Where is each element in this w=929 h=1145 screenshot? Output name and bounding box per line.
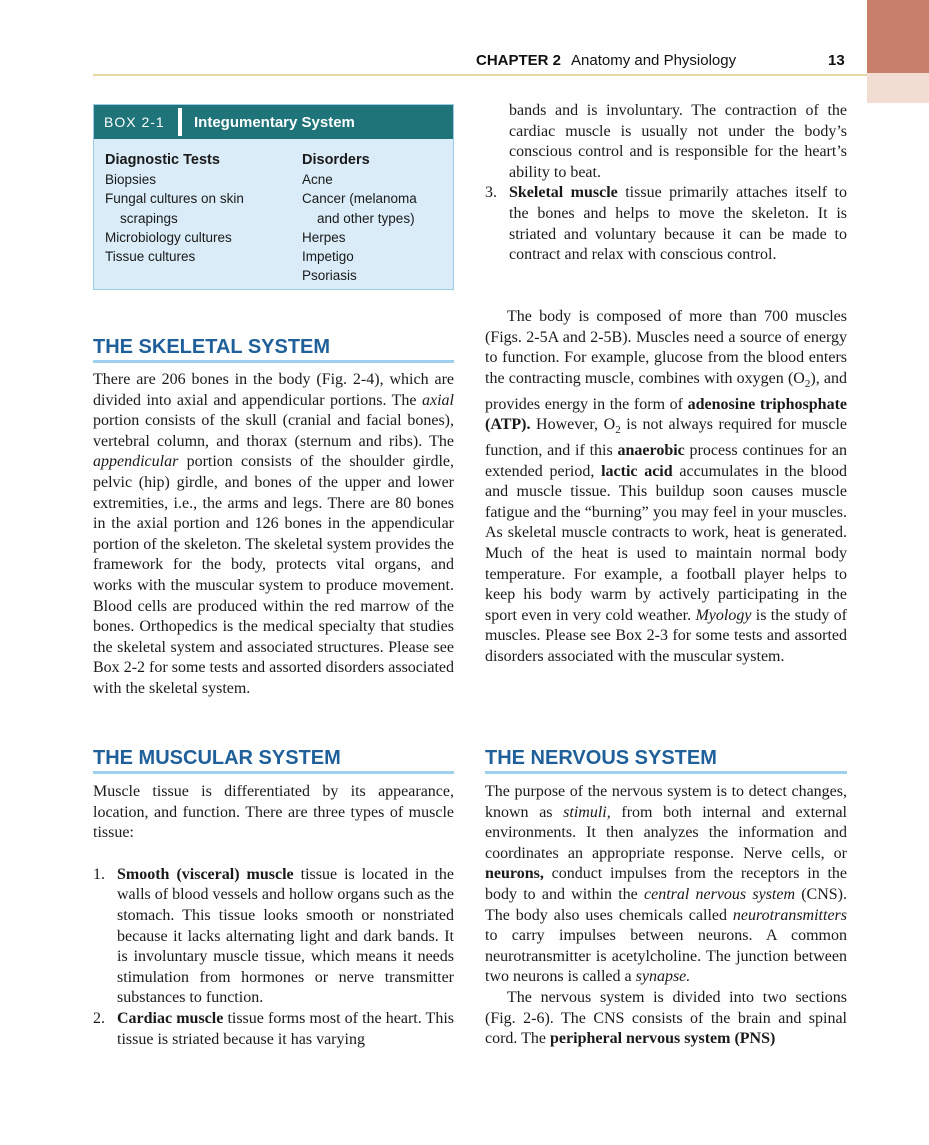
- text-run: ), and provides energy in the form of: [485, 369, 847, 413]
- text-run: process continues for an extended period,: [485, 441, 848, 480]
- box-title: Integumentary System: [194, 114, 355, 131]
- text-run: is the study of muscles. Please see Box 2-3 for some tests and assorted disorders associated with the muscular system.: [485, 606, 848, 665]
- text-run: portion consists of the skull (cranial and facial bones), vertebral column, and thorax (sternum and ribs). The: [93, 412, 454, 450]
- page-number: 13: [828, 52, 845, 69]
- muscular-left-text: [93, 782, 454, 1050]
- section-heading-nervous: THE NERVOUS SYSTEM: [485, 747, 717, 769]
- text-run: The nervous system is divided into two sections (Fig. 2-6). The CNS consists of the brain and spinal cord. The: [485, 988, 847, 1048]
- text-run: is not always required for muscle function, and if this: [485, 416, 847, 459]
- box-separator: [178, 108, 182, 136]
- list-item-skeletal: [485, 183, 847, 265]
- text-run: from both internal and external environments. It then analyzes the information and coordinates an appropriate response. Nerve cells, or: [485, 803, 847, 862]
- box-list-item: Microbiology cultures: [105, 229, 232, 245]
- section-rule: [485, 771, 847, 774]
- term-axial: axial: [422, 391, 454, 409]
- text-run: The purpose of the nervous system is to detect changes, known as: [485, 783, 847, 821]
- list-number: 1.: [93, 865, 105, 883]
- term-cardiac-muscle: Cardiac muscle: [117, 1009, 224, 1027]
- muscular-right-list: [485, 101, 847, 266]
- text-run: conduct impulses from the receptors in the body to and within the: [485, 865, 847, 903]
- text-run: However, O: [530, 416, 616, 434]
- term-myology: Myology: [695, 606, 752, 624]
- text-run: to carry impulses between neurons. A common neurotransmitter is acetylcholine. The junction between two neurons is called a: [485, 927, 847, 986]
- box-list-item: Psoriasis: [302, 268, 357, 284]
- term-anaerobic: anaerobic: [617, 441, 685, 459]
- list-item-cardiac-start: 2. Cardiac muscle tissue forms most of the heart. This tissue is striated because it has varying: [93, 1009, 455, 1048]
- list-number: 3.: [485, 184, 497, 202]
- chapter-title: Anatomy and Physiology: [571, 52, 737, 69]
- term-lactic-acid: lactic acid: [601, 462, 673, 480]
- box-list-item: Impetigo: [302, 249, 354, 265]
- section-rule: [93, 360, 454, 363]
- term-smooth-muscle: Smooth (visceral) muscle: [117, 865, 294, 883]
- box-label: BOX 2-1: [104, 114, 165, 130]
- subscript: 2: [804, 377, 811, 390]
- paragraph-muscles-energy: [485, 307, 847, 667]
- section-heading-skeletal: THE SKELETAL SYSTEM: [93, 336, 331, 358]
- text-run: tissue primarily attaches itself to the bones and helps to move the skeleton. It is striated and voluntary because it can be made to contract and relax with conscious control.: [509, 184, 847, 264]
- list-item-cardiac-cont: bands and is involuntary. The contraction of the cardiac muscle is usually not under the body’s conscious control and is responsible for the heart’s ability to beat.: [509, 102, 847, 181]
- box-integumentary: [93, 104, 454, 290]
- term-pns: peripheral nervous system (PNS): [550, 1030, 776, 1048]
- corner-tab: [867, 0, 929, 73]
- subscript: 2: [615, 424, 621, 437]
- text-run: portion consists of the shoulder girdle, pelvic (hip) girdle, and bones of the upper and lower extremities, i.e., the arms and legs. There are 80 bones in the axial portion and 126 bones in the appendicular portion of the skeleton. The skeletal system provides the framework for the body, protects vital organs, and works with the muscular system to produce movement. Blood cells are produced within the red marrow of the bones. Orthopedics is the medical specialty that studies the skeletal system and associated structures. Please see Box 2-2 for some tests and assorted disorders associated with the skeletal system.: [93, 453, 454, 697]
- chapter-label: CHAPTER 2: [476, 52, 562, 69]
- list-number: 2.: [93, 1009, 105, 1027]
- box-col-heading: Disorders: [302, 152, 370, 168]
- box-header: [94, 105, 453, 139]
- box-list-item: Fungal cultures on skin: [105, 191, 244, 207]
- text-run: tissue is located in the walls of blood vessels and hollow organs such as the stomach. This tissue looks smooth or nonstriated because it lacks alternating light and dark bands. It is involuntary muscle tissue, which means it needs stimulation from hormones or nerve transmitter substances to function.: [117, 865, 454, 1007]
- paragraph-muscle-intro: Muscle tissue is differentiated by its appearance, location, and function. There are three types of muscle tissue:: [93, 783, 454, 842]
- term-atp: adenosine triphosphate (ATP).: [485, 395, 847, 434]
- text-run: (CNS). The body also uses chemicals called: [485, 885, 847, 924]
- corner-tab-fade: [867, 73, 929, 103]
- box-list-item: Biopsies: [105, 172, 157, 187]
- paragraph-skeletal: [93, 370, 454, 700]
- term-cns: central nervous system: [643, 885, 796, 903]
- nervous-text: [485, 782, 847, 1050]
- box-list-item: Cancer (melanoma: [302, 191, 417, 207]
- header-rule: [93, 74, 867, 76]
- box-column-tests: [105, 150, 244, 266]
- text-run: accumulates in the blood and muscle tissue. This buildup soon causes muscle fatigue and the “burning” you may feel in your muscles. As skeletal muscle contracts to work, heat is generated. Much of the heat is used to maintain normal body temperature. For example, a football player helps to keep his body warm by actively participating in the sport even in very cold weather.: [485, 462, 848, 624]
- box-list-item: and other types): [317, 210, 415, 226]
- box-list-item: Tissue cultures: [105, 249, 196, 265]
- term-synapse: synapse.: [635, 968, 691, 986]
- box-col-heading: Diagnostic Tests: [105, 152, 220, 168]
- term-skeletal-muscle: Skeletal muscle: [509, 184, 618, 202]
- text-run: There are 206 bones in the body (Fig. 2-4), which are divided into axial and appendicular portions. The: [93, 371, 454, 409]
- box-column-disorders: [302, 150, 417, 286]
- text-run: The body is composed of more than 700 muscles (Figs. 2-5A and 2-5B). Muscles need a source of energy to function. For example, glucose from the blood enters the contracting muscle, combines with oxygen (O: [485, 308, 847, 387]
- running-head: [476, 52, 736, 69]
- box-list-item: scrapings: [120, 210, 178, 226]
- section-rule: [93, 771, 454, 774]
- section-heading-muscular: THE MUSCULAR SYSTEM: [93, 747, 341, 769]
- term-stimuli: stimuli,: [563, 803, 611, 821]
- term-neurotransmitters: neurotransmitters: [732, 906, 847, 924]
- box-list-item: Acne: [302, 172, 333, 187]
- term-neurons: neurons,: [485, 865, 544, 883]
- box-list-item: Herpes: [302, 229, 346, 245]
- term-appendicular: appendicular: [93, 453, 179, 471]
- list-item-smooth: [93, 865, 454, 1009]
